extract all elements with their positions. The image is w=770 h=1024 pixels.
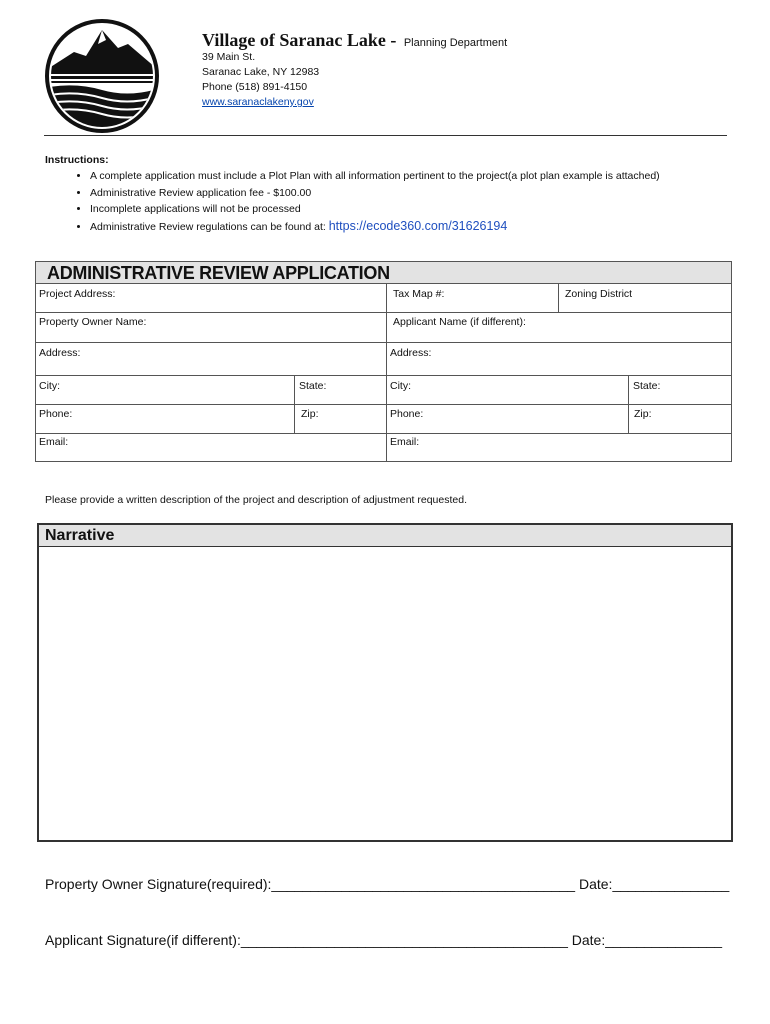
tax-map-field[interactable]: Tax Map #: bbox=[393, 288, 445, 300]
owner-zip-field[interactable]: Zip: bbox=[301, 408, 319, 420]
city-line: Saranac Lake, NY 12983 bbox=[202, 66, 320, 78]
owner-name-field[interactable]: Property Owner Name: bbox=[39, 316, 147, 328]
applicant-city-field[interactable]: City: bbox=[390, 380, 411, 392]
owner-address-field[interactable]: Address: bbox=[39, 347, 81, 359]
instructions-heading: Instructions: bbox=[45, 154, 109, 166]
form-row-divider bbox=[35, 312, 732, 313]
website-link[interactable]: www.saranaclakeny.gov bbox=[202, 96, 314, 108]
owner-signature-line[interactable]: Property Owner Signature(required):_______________________________________ Date:_______________ bbox=[45, 876, 730, 892]
list-item: • Administrative Review regulations can be found at: https://ecode360.com/31626194 bbox=[90, 218, 660, 235]
header-title bbox=[202, 30, 507, 51]
narrative-textarea[interactable] bbox=[37, 523, 733, 842]
list-item: • Incomplete applications will not be processed bbox=[90, 201, 660, 218]
narrative-title: Narrative bbox=[45, 527, 115, 544]
applicant-signature-line[interactable]: Applicant Signature(if different):__________________________________________ Date:_______________ bbox=[45, 932, 723, 948]
applicant-zip-field[interactable]: Zip: bbox=[634, 408, 652, 420]
form-column-divider bbox=[386, 284, 387, 462]
zoning-district-field[interactable]: Zoning District bbox=[565, 288, 633, 300]
street-address: 39 Main St. bbox=[202, 51, 256, 63]
list-item: • A complete application must include a Plot Plan with all information pertinent to the project(a plot plan example is attached) bbox=[90, 168, 660, 185]
regulations-link[interactable]: https://ecode360.com/31626194 bbox=[328, 219, 508, 234]
description-note: Please provide a written description of the project and description of adjustment requested. bbox=[45, 494, 467, 506]
owner-phone-field[interactable]: Phone: bbox=[39, 408, 73, 420]
department-name: Planning Department bbox=[403, 37, 508, 49]
applicant-address-field[interactable]: Address: bbox=[390, 347, 432, 359]
form-row-divider bbox=[35, 433, 732, 434]
form-row-divider bbox=[35, 342, 732, 343]
header-divider bbox=[44, 135, 727, 136]
form-column-divider bbox=[628, 375, 629, 433]
applicant-name-field[interactable]: Applicant Name (if different): bbox=[393, 316, 526, 328]
phone-line: Phone (518) 891-4150 bbox=[202, 81, 308, 93]
applicant-email-field[interactable]: Email: bbox=[390, 436, 420, 448]
applicant-state-field[interactable]: State: bbox=[633, 380, 661, 392]
project-address-field[interactable]: Project Address: bbox=[39, 288, 116, 300]
instructions-list bbox=[45, 168, 660, 235]
org-name: Village of Saranac Lake bbox=[202, 30, 386, 50]
title-separator: - bbox=[385, 30, 401, 50]
applicant-phone-field[interactable]: Phone: bbox=[390, 408, 424, 420]
village-logo bbox=[44, 18, 160, 134]
narrative-header-bar bbox=[39, 525, 731, 547]
list-item: • Administrative Review application fee - $100.00 bbox=[90, 185, 660, 202]
form-title: ADMINISTRATIVE REVIEW APPLICATION bbox=[47, 263, 390, 283]
form-column-divider bbox=[558, 284, 559, 312]
form-column-divider bbox=[294, 375, 295, 433]
owner-city-field[interactable]: City: bbox=[39, 380, 60, 392]
owner-email-field[interactable]: Email: bbox=[39, 436, 69, 448]
owner-state-field[interactable]: State: bbox=[299, 380, 327, 392]
